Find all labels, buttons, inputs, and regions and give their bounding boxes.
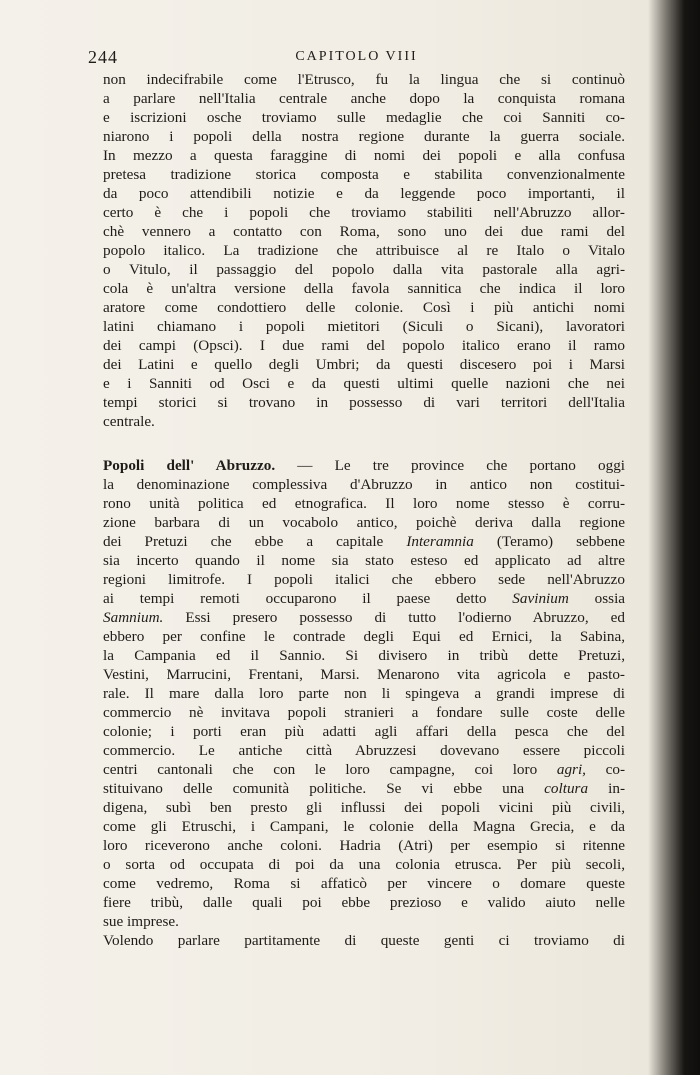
- text-line: [103, 608, 625, 627]
- page-header: [88, 47, 625, 69]
- text-line: ebbero per confine le contrade degli Equi ed Ernici, la Sabina,: [103, 628, 625, 645]
- text-line: e iscrizioni osche troviamo sulle medaglie che coi Sanniti co-: [103, 109, 625, 126]
- text-line: popolo italico. La tradizione che attribuisce al re Italo o Vitalo: [103, 242, 625, 259]
- text-line: centrale.: [103, 413, 155, 430]
- text-span: ossia: [594, 590, 625, 607]
- page-body: [103, 70, 625, 950]
- text-line: cola è un'altra versione della favola sannitica che indica il loro: [103, 280, 625, 297]
- italic-term: coltura: [544, 780, 589, 797]
- text-line: la Campania ed il Sannio. Si divisero in tribù dette Pretuzi,: [103, 647, 625, 664]
- text-line: regioni limitrofe. I popoli italici che ebbero sede nell'Abruzzo: [103, 571, 625, 588]
- text-line: e i Sanniti od Osci e da questi ultimi quelle nazioni che nei: [103, 375, 625, 392]
- text-line: sue imprese.: [103, 913, 179, 930]
- text-span: ai tempi remoti occuparono il paese detto: [103, 590, 487, 607]
- text-line: come vedremo, Roma si affaticò per vincere o domare queste: [103, 875, 625, 892]
- text-line: non indecifrabile come l'Etrusco, fu la lingua che si continuò: [103, 71, 625, 88]
- running-title: CAPITOLO VIII: [295, 49, 418, 64]
- text-line: dei campi (Opsci). I due rami del popolo italico erano il ramo: [103, 337, 625, 354]
- text-line: fiere tribù, dalle quali poi ebbe prezioso e valido aiuto nelle: [103, 894, 625, 911]
- page-number: 244: [88, 47, 118, 67]
- text-line: [103, 532, 625, 551]
- text-line: [103, 456, 625, 475]
- text-line: loro riceverono anche coloni. Hadria (Atri) per esempio si ritenne: [103, 837, 625, 854]
- text-span: in-: [608, 780, 625, 797]
- text-line: o sorta od occupata di poi da una colonia etrusca. Per più secoli,: [103, 856, 625, 873]
- text-line: commercio nè invitava popoli stranieri a fondare sulle coste delle: [103, 704, 625, 721]
- text-line: come gli Etruschi, i Campani, le colonie della Magna Grecia, e da: [103, 818, 625, 835]
- text-line: [103, 589, 625, 608]
- text-line: Vestini, Marrucini, Frentani, Marsi. Menarono vita agricola e pasto-: [103, 666, 625, 683]
- text-line: rale. Il mare dalla loro parte non li spingeva a grandi imprese di: [103, 685, 625, 702]
- text-span: stituivano delle comunità politiche. Se vi ebbe una: [103, 780, 525, 797]
- text-span: dei Pretuzi che ebbe a capitale: [103, 533, 384, 550]
- text-span: Le tre province che portano oggi: [334, 457, 625, 474]
- text-line: a parlare nell'Italia centrale anche dopo la conquista romana: [103, 90, 625, 107]
- paragraph-1: [103, 70, 625, 431]
- heading-dash: —: [297, 457, 313, 474]
- paragraph-gap: [103, 431, 625, 456]
- text-span: co-: [605, 761, 625, 778]
- text-line: da poco attendibili notizie e da leggende poco importanti, il: [103, 185, 625, 202]
- text-line: In mezzo a questa faraggine di nomi dei popoli e alla confusa: [103, 147, 625, 164]
- text-line: o Vitulo, il passaggio del popolo dalla vita pastorale alla agri-: [103, 261, 625, 278]
- text-line: rono unità politica ed etnografica. Il loro nome stesso è corru-: [103, 495, 625, 512]
- text-span: Essi presero possesso di tutto l'odierno Abruzzo, ed: [185, 609, 625, 626]
- text-line: [103, 779, 625, 798]
- italic-term: agri,: [556, 761, 586, 778]
- paragraph-2: [103, 456, 625, 931]
- text-span: centri cantonali che con le loro campagne, coi loro: [103, 761, 538, 778]
- italic-term: Savinium: [512, 590, 569, 607]
- text-line: [103, 760, 625, 779]
- text-line: colonie; i porti eran più adatti agli affari della pesca che del: [103, 723, 625, 740]
- text-line: chè vennero a contatto con Roma, sono uno dei due rami del: [103, 223, 625, 240]
- text-line: digena, subì ben presto gli influssi dei popoli vicini più civili,: [103, 799, 625, 816]
- text-line: pretesa tradizione storica composta e stabilita convenzionalmente: [103, 166, 625, 183]
- text-line: niarono i popoli della nostra regione durante la guerra sociale.: [103, 128, 625, 145]
- text-line: la denominazione complessiva d'Abruzzo in antico non costitui-: [103, 476, 625, 493]
- text-line: Volendo parlare partitamente di queste genti ci troviamo di: [103, 932, 625, 949]
- text-line: zione barbara di un vocabolo antico, poichè deriva dalla regione: [103, 514, 625, 531]
- text-line: dei Latini e quello degli Umbri; da questi discesero poi i Marsi: [103, 356, 625, 373]
- italic-term: Samnium.: [103, 609, 164, 626]
- paragraph-3: [103, 931, 625, 950]
- text-line: sia incerto quando il nome sia stato esteso ed applicato ad altre: [103, 552, 625, 569]
- text-line: certo è che i popoli che troviamo stabiliti nell'Abruzzo allor-: [103, 204, 625, 221]
- text-line: latini chiamano i popoli mietitori (Siculi o Sicani), lavoratori: [103, 318, 625, 335]
- text-line: aratore come condottiero delle colonie. Così i più antichi nomi: [103, 299, 625, 316]
- book-binding-shadow: [648, 0, 700, 1075]
- text-line: commercio. Le antiche città Abruzzesi dovevano essere piccoli: [103, 742, 625, 759]
- section-heading: Popoli dell' Abruzzo.: [103, 457, 276, 474]
- text-line: tempi storici si trovano in possesso di vari territori dell'Italia: [103, 394, 625, 411]
- text-span: (Teramo) sebbene: [496, 533, 625, 550]
- italic-term: Interamnia: [406, 533, 474, 550]
